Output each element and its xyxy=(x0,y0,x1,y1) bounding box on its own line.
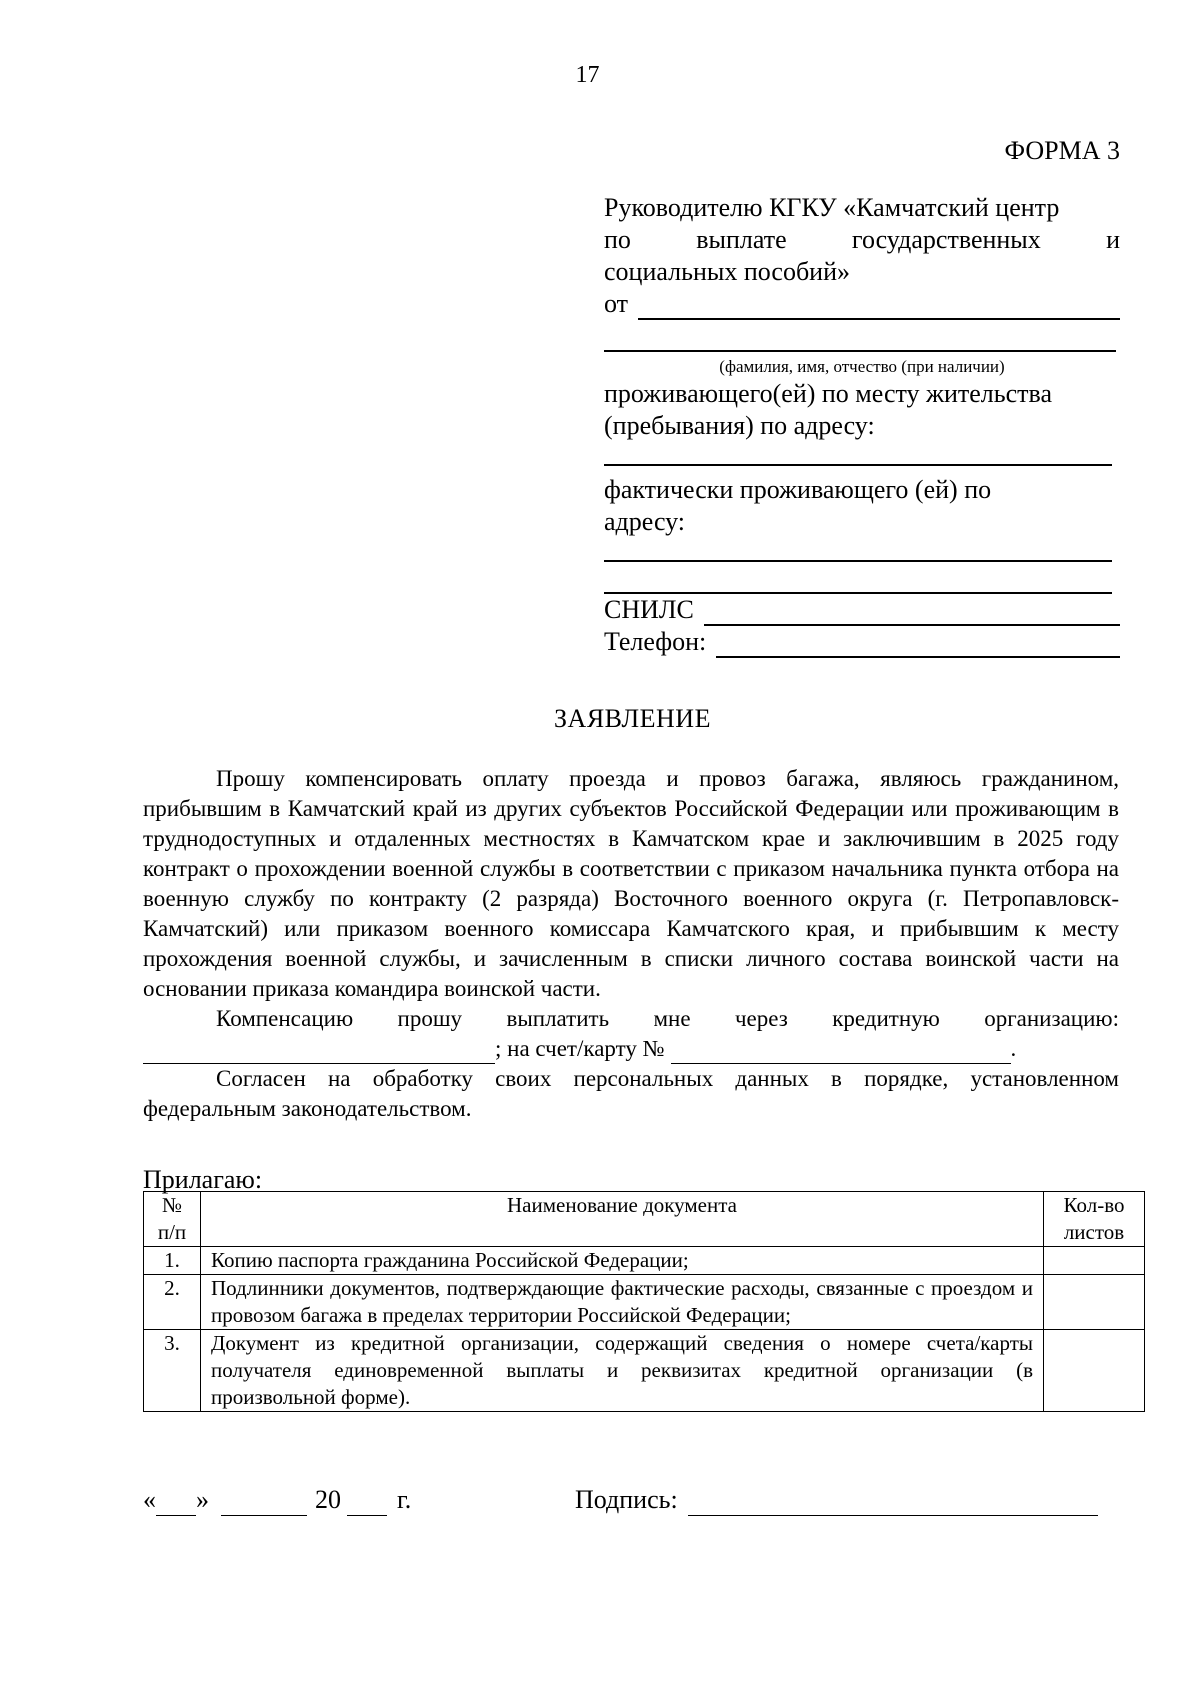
payment-word: организацию: xyxy=(984,1006,1119,1031)
account-number-field[interactable] xyxy=(671,1041,1011,1064)
day-field[interactable] xyxy=(156,1491,196,1516)
actual-address-field-1[interactable] xyxy=(604,538,1112,562)
addressee-block xyxy=(604,192,1120,658)
row-sheet-count[interactable] xyxy=(1044,1330,1145,1412)
bank-name-field[interactable] xyxy=(143,1041,495,1064)
account-period: . xyxy=(1010,1036,1017,1061)
header-count-line-1: Кол-во xyxy=(1063,1193,1125,1217)
header-number-line-1: № xyxy=(161,1193,183,1217)
form-label: ФОРМА 3 xyxy=(1004,136,1120,165)
header-sheet-count xyxy=(1044,1192,1145,1247)
statement-body xyxy=(143,764,1119,1124)
signature-field[interactable] xyxy=(688,1491,1098,1516)
row-number: 1. xyxy=(144,1247,201,1275)
consent-paragraph: Согласен на обработку своих персональных данных в порядке, установленном федеральным законодательством. xyxy=(143,1066,1119,1121)
payment-word: кредитную xyxy=(832,1006,940,1031)
year-suffix: г. xyxy=(397,1485,412,1514)
attachments-table xyxy=(143,1191,1145,1412)
residence-address-field[interactable] xyxy=(604,442,1112,466)
addressee-word: выплате xyxy=(696,225,787,254)
addressee-word: по xyxy=(604,225,631,254)
full-name-field[interactable] xyxy=(604,320,1116,352)
addressee-line-2 xyxy=(604,224,1120,256)
header-number-line-2: п/п xyxy=(157,1220,187,1244)
row-document-name: Копию паспорта гражданина Российской Федерации; xyxy=(201,1247,1044,1275)
phone-label: Телефон: xyxy=(604,627,707,656)
signature-label: Подпись: xyxy=(575,1485,678,1514)
table-header-row xyxy=(144,1192,1145,1247)
payment-word: мне xyxy=(653,1006,691,1031)
row-document-name: Подлинники документов, подтверждающие фактические расходы, связанные с проездом и провозом багажа в пределах территории Российской Федерации; xyxy=(201,1275,1044,1330)
phone-row xyxy=(604,626,1120,658)
page-number: 17 xyxy=(575,62,600,88)
from-field[interactable] xyxy=(638,294,1120,320)
date-row xyxy=(143,1484,411,1516)
payment-word: Компенсацию xyxy=(216,1006,354,1031)
snils-field[interactable] xyxy=(704,600,1120,626)
residence-label-1: проживающего(ей) по месту жительства xyxy=(604,379,1052,408)
payment-word: выплатить xyxy=(506,1006,610,1031)
actual-address-field-2[interactable] xyxy=(604,562,1112,594)
date-close-quote: » xyxy=(196,1485,209,1514)
table-row xyxy=(144,1330,1145,1412)
payment-word: прошу xyxy=(397,1006,463,1031)
year-prefix: 20 xyxy=(315,1485,341,1514)
bank-account-row xyxy=(143,1034,1119,1064)
month-field[interactable] xyxy=(221,1491,307,1516)
snils-label: СНИЛС xyxy=(604,595,694,624)
full-name-hint: (фамилия, имя, отчество (при наличии) xyxy=(719,357,1005,376)
row-sheet-count[interactable] xyxy=(1044,1275,1145,1330)
header-document-name: Наименование документа xyxy=(201,1192,1044,1247)
addressee-line-3: социальных пособий» xyxy=(604,257,851,286)
table-row xyxy=(144,1275,1145,1330)
row-number: 3. xyxy=(144,1330,201,1412)
signature-row xyxy=(575,1484,1098,1516)
date-open-quote: « xyxy=(143,1485,156,1514)
year-field[interactable] xyxy=(347,1491,387,1516)
phone-field[interactable] xyxy=(716,632,1120,658)
snils-row xyxy=(604,594,1120,626)
addressee-word: и xyxy=(1106,225,1120,254)
addressee-word: государственных xyxy=(851,225,1041,254)
payment-line xyxy=(143,1004,1119,1034)
from-row xyxy=(604,288,1120,320)
from-label: от xyxy=(604,289,629,318)
table-row xyxy=(144,1247,1145,1275)
residence-label-2: (пребывания) по адресу: xyxy=(604,411,875,440)
header-count-line-2: листов xyxy=(1063,1220,1125,1244)
row-sheet-count[interactable] xyxy=(1044,1247,1145,1275)
header-number xyxy=(144,1192,201,1247)
row-document-name: Документ из кредитной организации, содержащий сведения о номере счета/карты получателя единовременной выплаты и реквизитах кредитной организации (в произвольной форме). xyxy=(201,1330,1044,1412)
statement-paragraph: Прошу компенсировать оплату проезда и провоз багажа, являюсь гражданином, прибывшим в Камчатский край из других субъектов Российской Федерации или проживающим в труднодоступных и отдаленных местностях в Камчатском крае и заключившим в 2025 году контракт о прохождении военной службы в соответствии с приказом начальника пункта отбора на военную службу по контракту (2 разряда) Восточного военного округа (г. Петропавловск-Камчатский) или приказом военного комиссара Камчатского края, и прибывшим к месту прохождения военной службы, и зачисленным в списки личного состава воинской части на основании приказа командира воинской части. xyxy=(143,766,1119,1001)
payment-word: через xyxy=(734,1006,788,1031)
attachments-label: Прилагаю: xyxy=(143,1165,263,1194)
row-number: 2. xyxy=(144,1275,201,1330)
addressee-line-1: Руководителю КГКУ «Камчатский центр xyxy=(604,193,1060,222)
actual-residence-label-1: фактически проживающего (ей) по xyxy=(604,475,992,504)
statement-title: ЗАЯВЛЕНИЕ xyxy=(554,704,711,733)
account-label: ; на счет/карту № xyxy=(495,1036,665,1061)
actual-residence-label-2: адресу: xyxy=(604,507,686,536)
